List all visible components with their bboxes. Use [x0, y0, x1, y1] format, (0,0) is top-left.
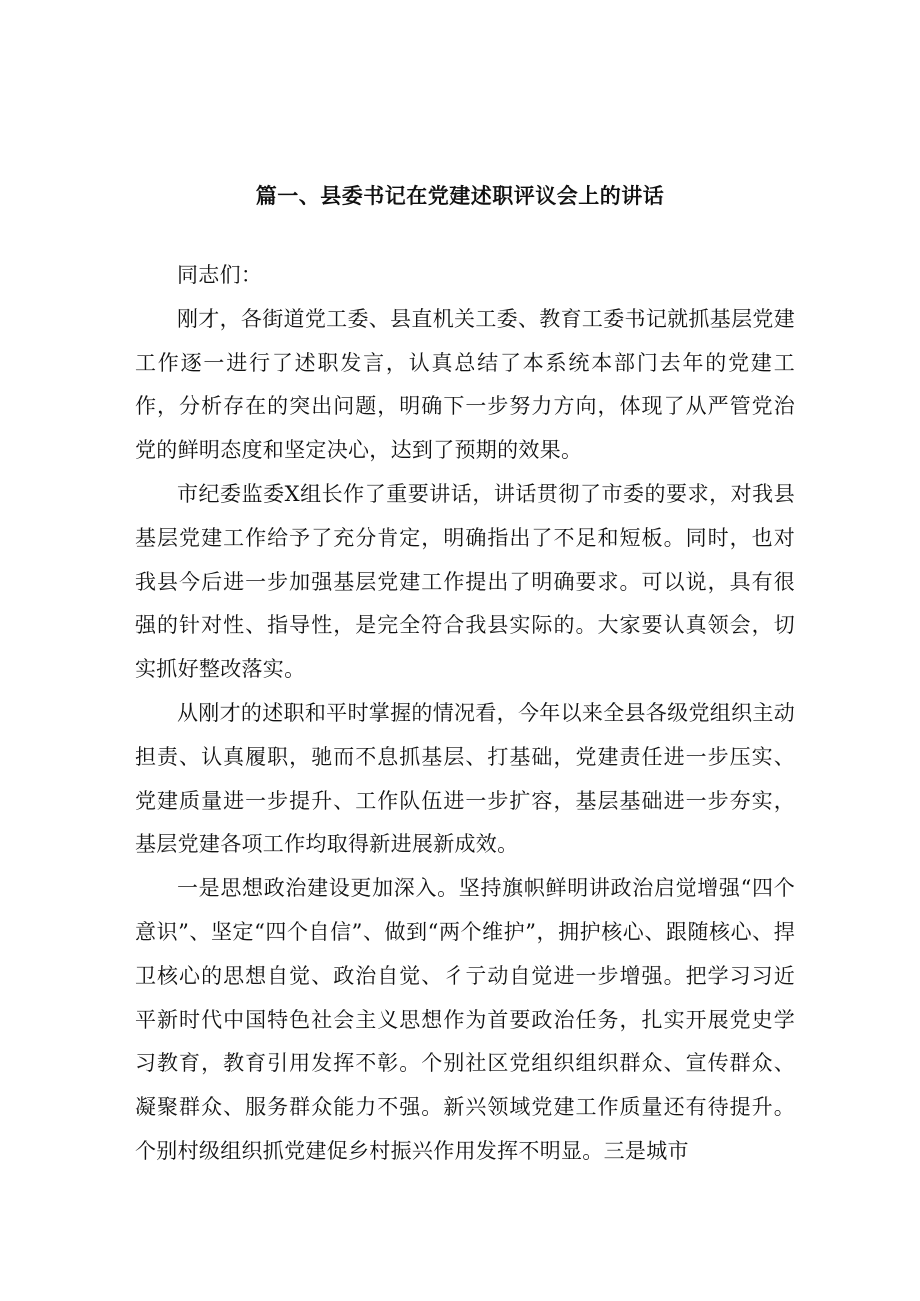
salutation-paragraph: 同志们： — [177, 263, 263, 287]
document-body — [135, 254, 795, 1174]
body-paragraph: 一是思想政治建设更加深入。坚持旗帜鲜明讲政治启觉增强“四个意识”、坚定“四个自信”、做到“两个维护”，拥护核心、跟随核心、捍卫核心的思想自觉、政治自觉、彳亍动自觉进一步增强。把学习习近平新时代中国特色社会主义思想作为首要政治任务，扎实开展党史学习教育，教育引用发挥不彰。个别社区党组织组织群众、宣传群众、凝聚群众、服务群众能力不强。新兴领域党建工作质量还有待提升。个别村级组织抓党建促乡村振兴作用发挥不明显。三是城市 — [135, 876, 795, 1163]
body-paragraph: 刚才，各街道党工委、县直机关工委、教育工委书记就抓基层党建工作逐一进行了述职发言，认真总结了本系统本部门去年的党建工作，分析存在的突出问题，明确下一步努力方向，体现了从严管党治党的鲜明态度和坚定决心，达到了预期的效果。 — [135, 306, 795, 463]
document-title: 篇一、县委书记在党建述职评议会上的讲话 — [255, 184, 665, 208]
body-paragraph: 市纪委监委X组长作了重要讲话，讲话贯彻了市委的要求，对我县基层党建工作给予了充分肯定，明确指出了不足和短板。同时，也对我县今后进一步加强基层党建工作提出了明确要求。可以说，具有很强的针对性、指导性，是完全符合我县实际的。大家要认真领会，切实抓好整改落实。 — [135, 481, 795, 682]
body-paragraph: 从刚才的述职和平时掌握的情况看，今年以来全县各级党组织主动担责、认真履职，驰而不息抓基层、打基础，党建责任进一步压实、党建质量进一步提升、工作队伍进一步扩容，基层基础进一步夯实，基层党建各项工作均取得新进展新成效。 — [135, 700, 795, 857]
